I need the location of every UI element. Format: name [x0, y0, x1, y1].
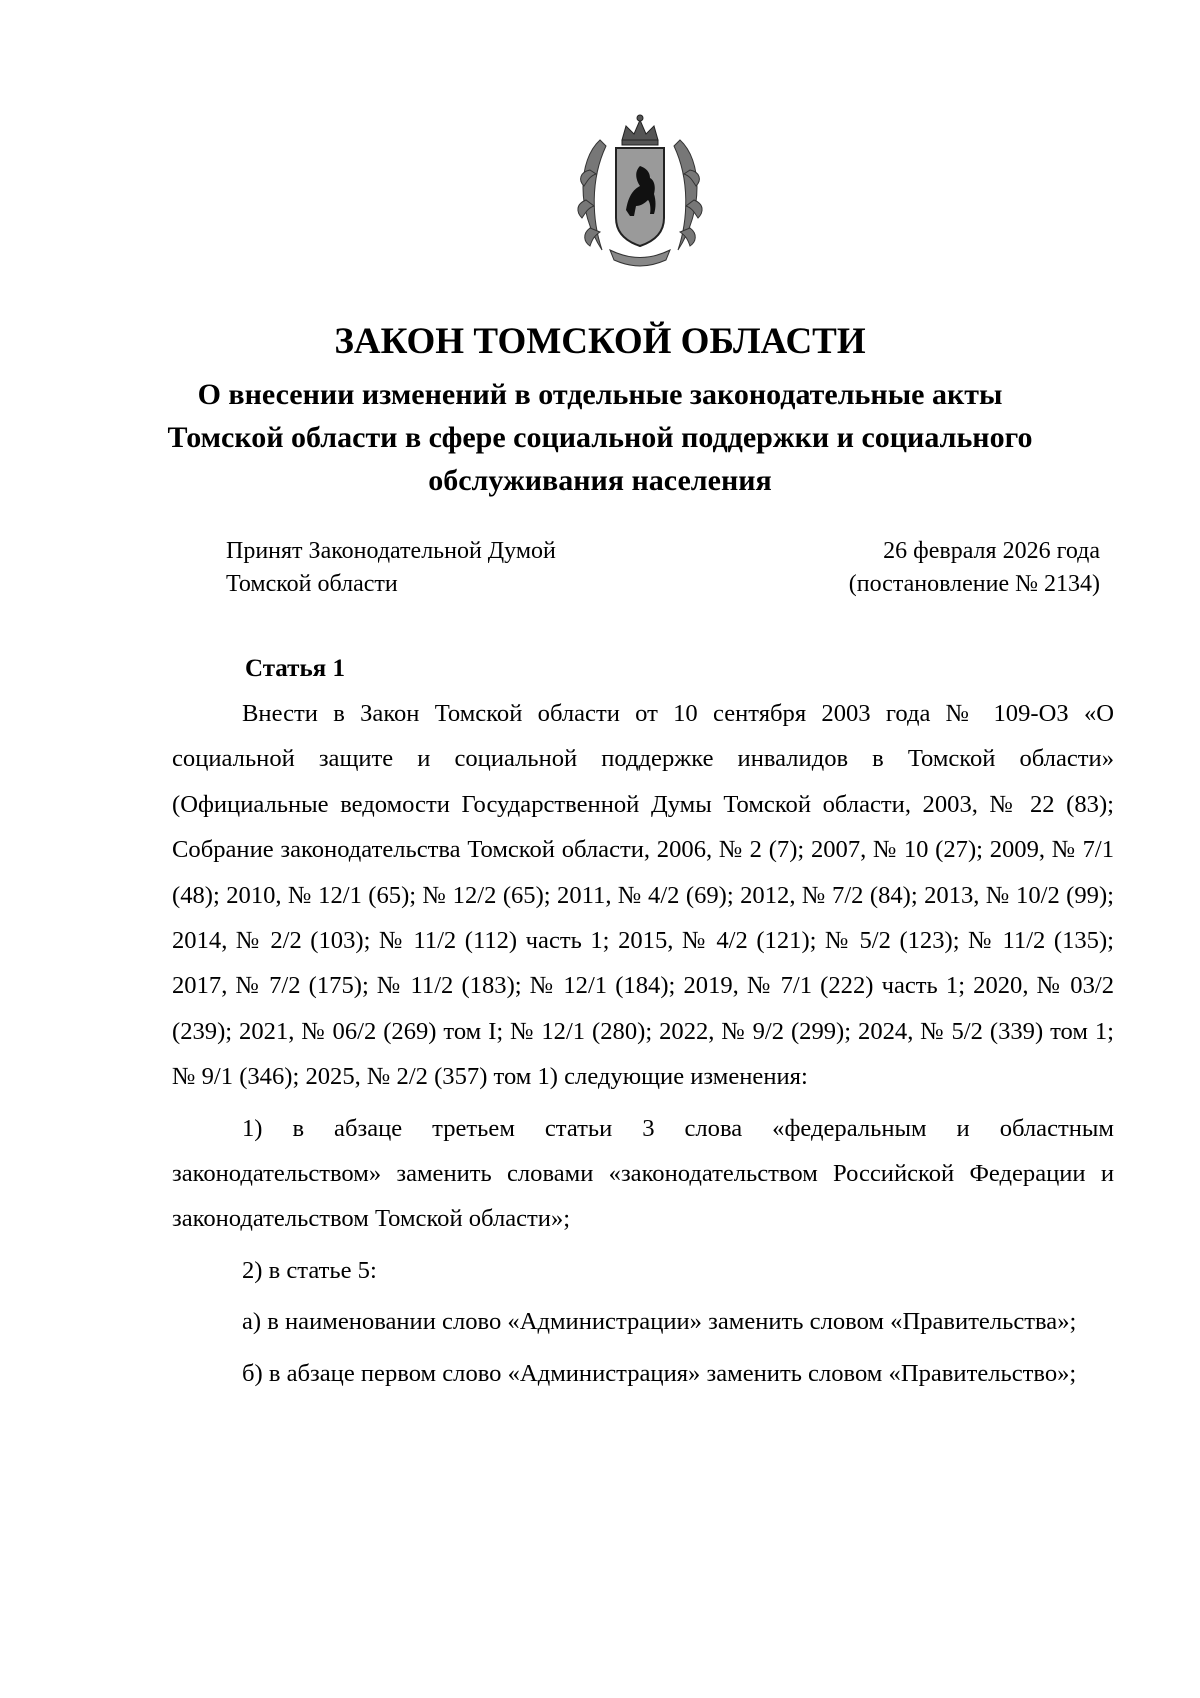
law-subtitle — [150, 373, 1050, 502]
paragraph: 1) в абзаце третьем статьи 3 слова «федеральным и областным законодательством» заменить словами «законодательством Российской Федерации и законодательством Томской области»; — [172, 1114, 1114, 1233]
article-heading: Статья 1 — [245, 655, 345, 682]
paragraph: б) в абзаце первом слово «Администрация» заменить словом «Правительство»; — [242, 1359, 1077, 1387]
adoption-date-line: 26 февраля 2026 года — [883, 538, 1100, 564]
adopted-by — [226, 535, 556, 601]
paragraph: 2) в статье 5: — [242, 1256, 377, 1284]
coat-of-arms-icon — [570, 110, 710, 270]
resolution-number: (постановление № 2134) — [848, 571, 1100, 597]
paragraph: Внести в Закон Томской области от 10 сентября 2003 года № 109-ОЗ «О социальной защите и социальной поддержке инвалидов в Томской области» (Официальные ведомости Государственной Думы Томской области, 2003, № 22 (83); Собрание законодательства Томской области, 2006, № 2 (7); 2007, № 10 (27); 2009, № 7/1 (48); 2010, № 12/1 (65); № 12/2 (65); 2011, № 4/2 (69); 2012, № 7/2 (84); 2013, № 10/2 (99); 2014, № 2/2 (103); № 11/2 (112) часть 1; 2015, № 4/2 (121); № 5/2 (123); № 11/2 (135); 2017, № 7/2 (175); № 11/2 (183); № 12/1 (184); 2019, № 7/1 (222) часть 1; 2020, № 03/2 (239); 2021, № 06/2 (269) том I; № 12/1 (280); 2022, № 9/2 (299); 2024, № 5/2 (339) том 1; № 9/1 (346); 2025, № 2/2 (357) том 1) следующие изменения: — [172, 700, 1114, 1091]
adopted-by-line: Принят Законодательной Думой — [226, 538, 556, 564]
adoption-date — [800, 535, 1100, 601]
paragraph: а) в наименовании слово «Администрации» заменить словом «Правительства»; — [242, 1308, 1077, 1336]
subtitle-line: Томской области в сфере социальной поддержки и социального — [167, 421, 1033, 454]
article-body — [172, 691, 1114, 1396]
subtitle-line: обслуживания населения — [428, 464, 772, 497]
law-title: ЗАКОН ТОМСКОЙ ОБЛАСТИ — [334, 321, 866, 362]
subtitle-line: О внесении изменений в отдельные законодательные акты — [197, 378, 1003, 411]
adopted-by-line: Томской области — [226, 571, 398, 597]
